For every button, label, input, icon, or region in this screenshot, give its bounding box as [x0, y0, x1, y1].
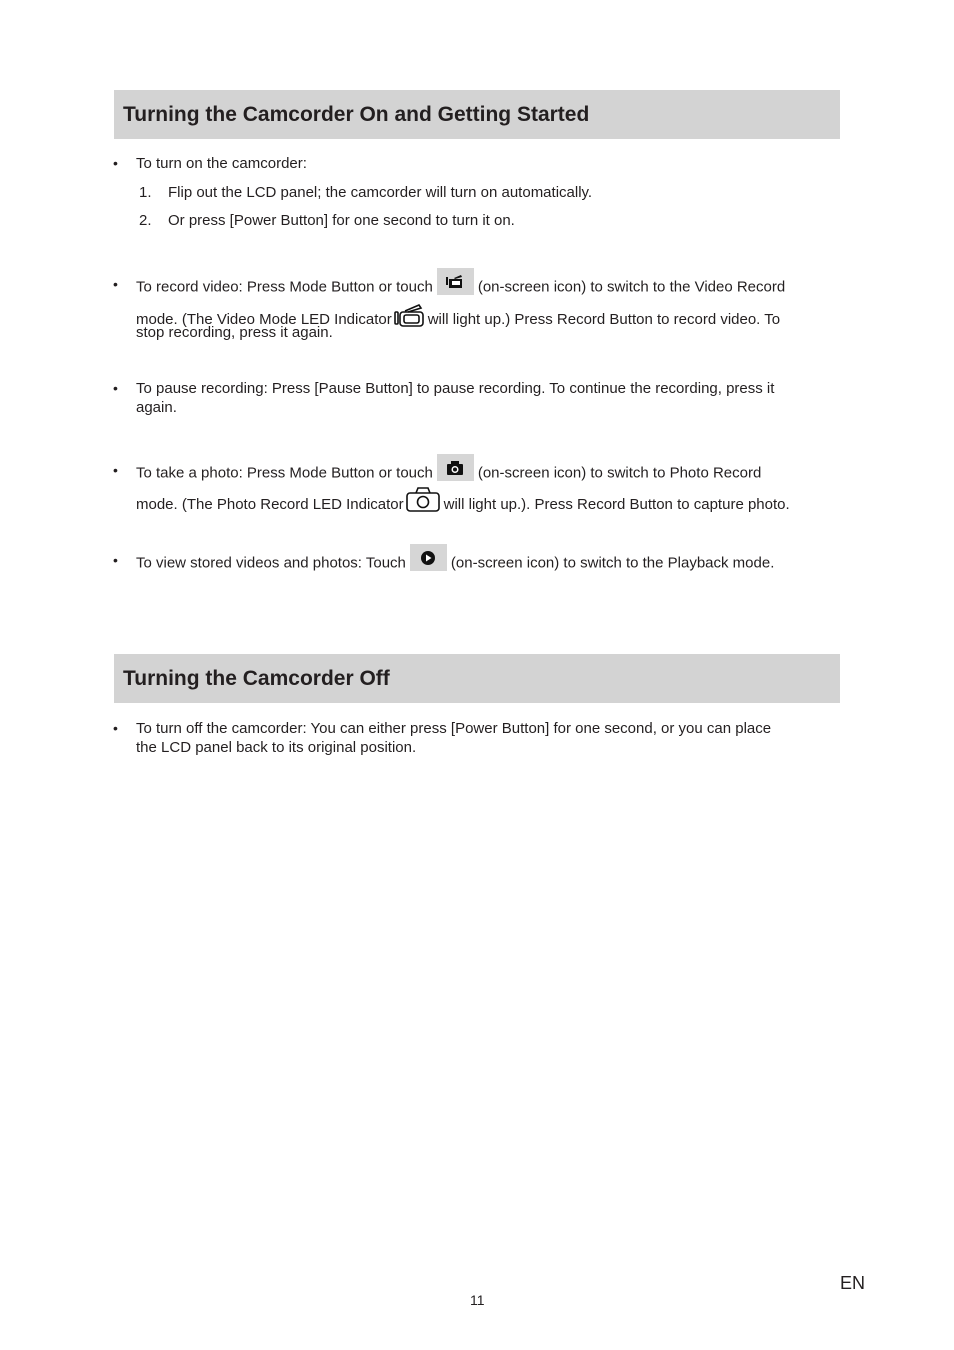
step-number: 1.: [139, 184, 152, 201]
text-span: (on-screen icon) to switch to Photo Record: [477, 464, 762, 482]
text-line: again.: [136, 399, 177, 416]
text-span: To view stored videos and photos: Touch: [136, 554, 406, 572]
text-span: mode. (The Video Mode LED Indicator: [136, 311, 392, 328]
bullet-text-turn-off: [136, 719, 840, 757]
bullet-text-playback: [136, 551, 840, 570]
section-header-turning-on: [114, 90, 840, 139]
text-span: (on-screen icon) to switch to the Video Record: [477, 278, 786, 296]
page-number: 11: [470, 1292, 485, 1308]
section-title: Turning the Camcorder On and Getting Started: [123, 102, 590, 126]
text-span: (on-screen icon) to switch to the Playback mode.: [450, 554, 775, 572]
section-title: Turning the Camcorder Off: [123, 666, 390, 690]
bullet: •: [113, 380, 118, 396]
play-icon: [410, 544, 447, 571]
bullet-text-photo: [136, 461, 840, 513]
bullet: •: [113, 462, 118, 478]
bullet-text-record-video: [136, 275, 840, 342]
text-line: the LCD panel back to its original position.: [136, 739, 417, 756]
text-span: will light up.). Press Record Button to capture photo.: [443, 496, 790, 513]
camera-led-icon: [406, 487, 441, 518]
bullet: •: [113, 720, 118, 736]
bullet: •: [113, 155, 118, 171]
video-camera-icon: [437, 268, 474, 295]
text-line: To pause recording: Press [Pause Button] to pause recording. To continue the recording, press it: [136, 380, 775, 397]
text-span: To take a photo: Press Mode Button or touch: [136, 464, 433, 482]
step-text: Or press [Power Button] for one second to turn it on.: [168, 212, 515, 229]
language-label: EN: [840, 1273, 866, 1293]
text-line: stop recording, press it again.: [136, 324, 333, 341]
step-text: Flip out the LCD panel; the camcorder will turn on automatically.: [168, 184, 593, 201]
step-number: 2.: [139, 212, 152, 229]
bullet-text-turn-on: To turn on the camcorder:: [136, 155, 307, 172]
text-span: will light up.) Press Record Button to record video. To: [427, 311, 781, 328]
section-header-turning-off: [114, 654, 840, 703]
text-span: mode. (The Photo Record LED Indicator: [136, 496, 404, 513]
camera-icon: [437, 454, 474, 481]
video-led-icon: [394, 303, 425, 333]
bullet-text-pause: [136, 379, 840, 417]
text-span: To record video: Press Mode Button or touch: [136, 278, 433, 296]
bullet: •: [113, 276, 118, 292]
bullet: •: [113, 552, 118, 568]
text-line: To turn off the camcorder: You can either press [Power Button] for one second, or you can place: [136, 720, 772, 737]
